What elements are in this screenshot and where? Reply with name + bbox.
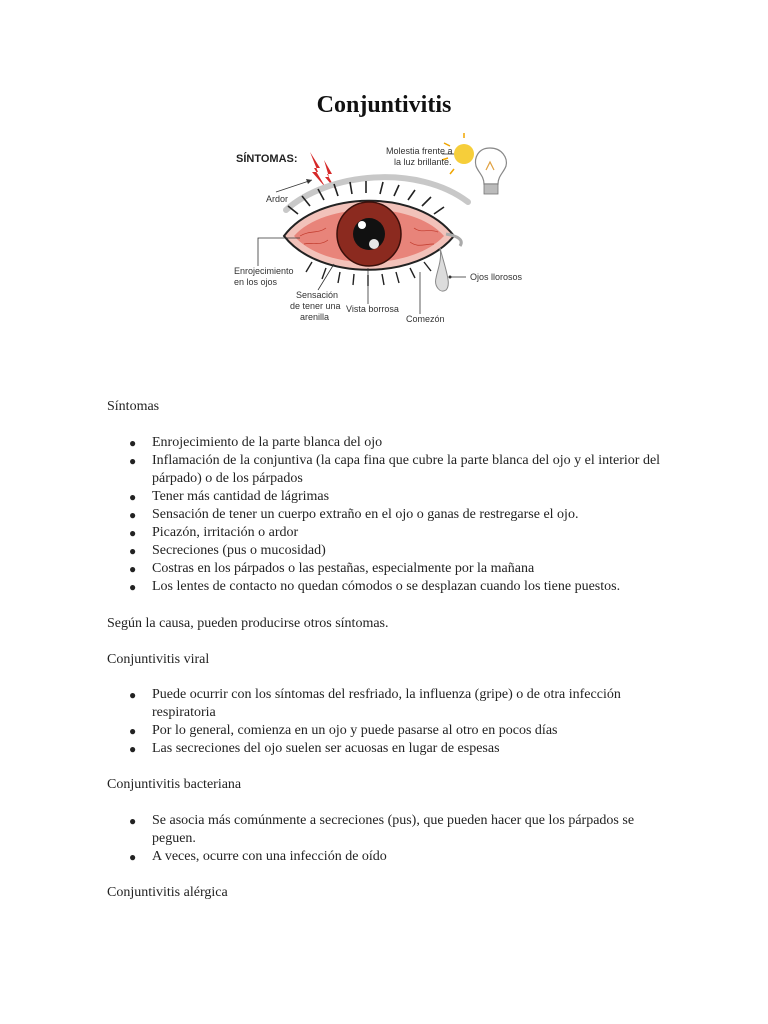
list-item: ● Por lo general, comienza en un ojo y puede pasarse al otro en pocos días (129, 723, 558, 738)
list-sintomas (107, 434, 667, 596)
list-item: ● Los lentes de contacto no quedan cómodos o se desplazan cuando los tiene puestos. (129, 579, 621, 594)
eye-diagram (228, 132, 528, 337)
symptoms-illustration (228, 132, 528, 337)
list-bacteriana (107, 812, 667, 866)
label-burning: Ardor (266, 194, 289, 204)
list-item: ● Enrojecimiento de la parte blanca del ojo (129, 435, 383, 450)
label-sand-1: Sensación (296, 290, 339, 300)
label-itch: Comezón (406, 314, 445, 324)
label-redness-2: en los ojos (234, 277, 278, 287)
heading-bacteriana: Conjuntivitis bacteriana (107, 777, 242, 792)
list-item: ● A veces, ocurre con una infección de oído (129, 849, 387, 864)
pupil (353, 218, 385, 250)
list-item: ● Sensación de tener un cuerpo extraño en el ojo o ganas de restregarse el ojo. (129, 507, 579, 522)
page-title: Conjuntivitis (316, 92, 452, 118)
figure-heading: SÍNTOMAS: (236, 153, 298, 165)
list-item: ● Secreciones (pus o mucosidad) (129, 543, 326, 558)
list-item: ● Picazón, irritación o ardor (129, 525, 299, 540)
list-item: ● Se asocia más comúnmente a secreciones (pus), que pueden hacer que los párpados se peguen. (129, 813, 635, 846)
causa-paragraph: Según la causa, pueden producirse otros síntomas. (107, 616, 389, 631)
list-item: ● Las secreciones del ojo suelen ser acuosas en lugar de espesas (129, 741, 500, 756)
tear-drop-icon (436, 248, 449, 291)
label-light-2: la luz brillante. (394, 157, 452, 167)
label-tears: Ojos llorosos (470, 272, 523, 282)
list-viral (107, 686, 667, 758)
list-item: ● Puede ocurrir con los síntomas del resfriado, la influenza (gripe) o de otra infección respiratoria (129, 687, 621, 720)
heading-alergica: Conjuntivitis alérgica (107, 885, 228, 900)
heading-sintomas: Síntomas (107, 399, 160, 414)
light-bulb-icon (442, 133, 506, 194)
list-item: ● Costras en los párpados o las pestañas, especialmente por la mañana (129, 561, 535, 576)
label-light-1: Molestia frente a (386, 146, 453, 156)
label-redness-1: Enrojecimiento (234, 266, 294, 276)
list-item: ● Tener más cantidad de lágrimas (129, 489, 330, 504)
list-item: ● Inflamación de la conjuntiva (la capa fina que cubre la parte blanca del ojo y el interior del párpado) o de los párpados (129, 453, 661, 486)
label-sand-3: arenilla (300, 312, 330, 322)
label-blurry: Vista borrosa (346, 304, 399, 314)
label-sand-2: de tener una (290, 301, 341, 311)
heading-viral: Conjuntivitis viral (107, 652, 210, 667)
